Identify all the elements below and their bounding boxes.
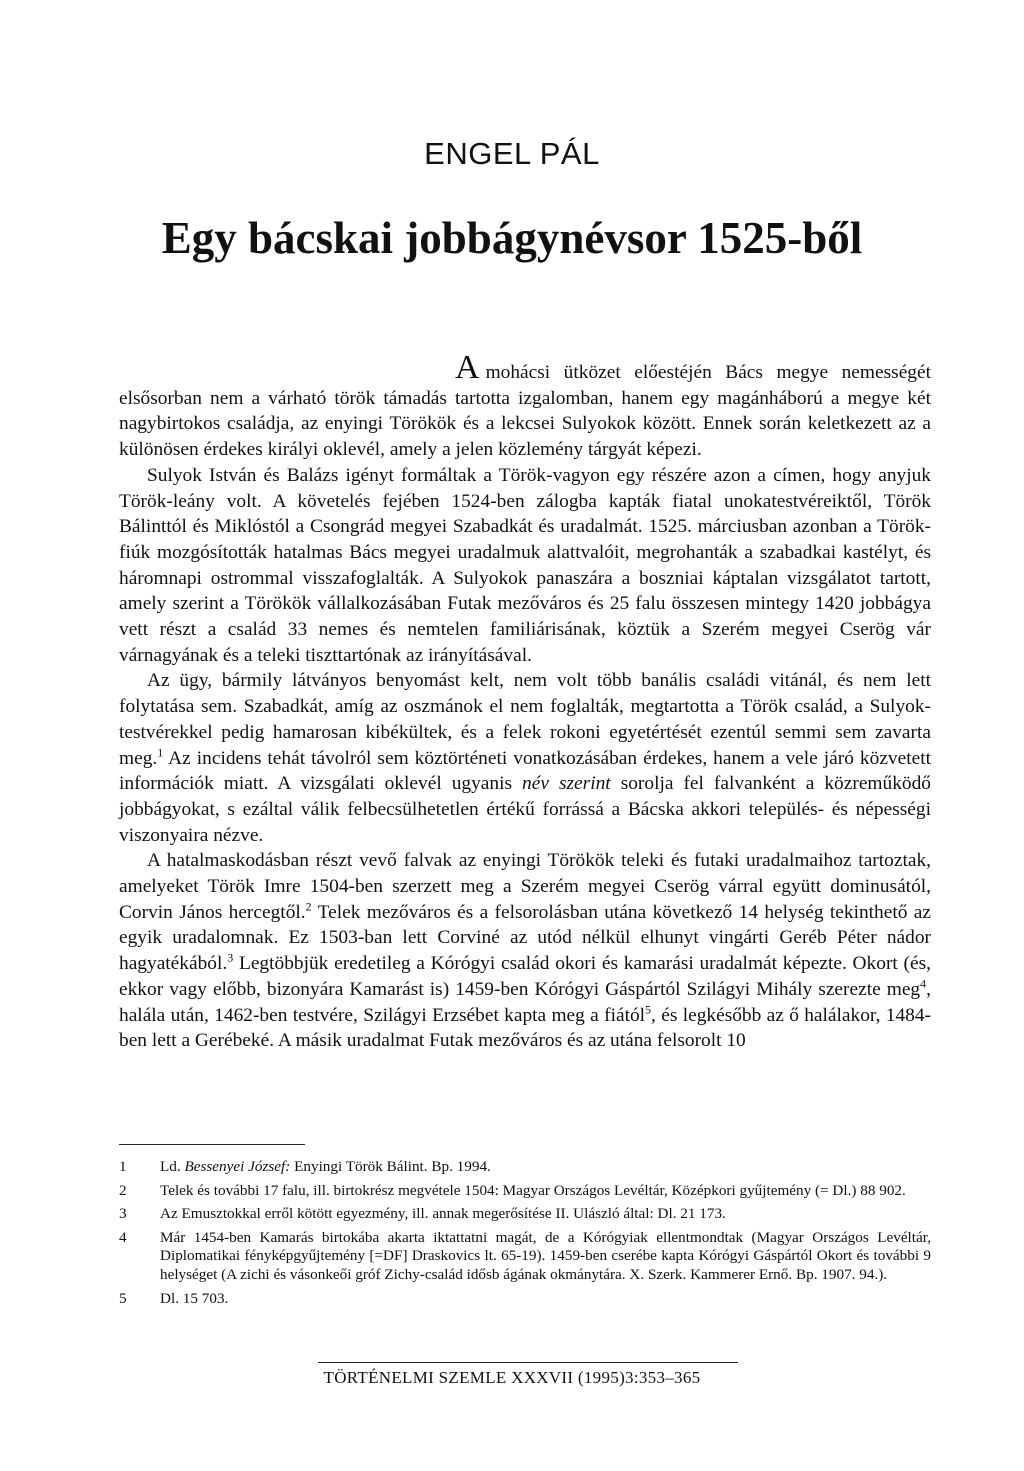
footnote-4	[119, 1229, 931, 1285]
journal-citation: TÖRTÉNELMI SZEMLE XXXVII (1995)3:353–365	[323, 1368, 701, 1387]
paragraph-4-text-e: , és legkésőbb az ő halálakor, 1484-ben lett a Gerébeké. A másik uradalmat Futak mezőváros és az utána felsorolt 10	[119, 1004, 931, 1052]
paragraph-1-text: mohácsi ütközet előestéjén Bács megye nemességét elsősorban nem a várható török támadás tartotta izgalomban, hanem egy magánháború a megye két nagybirtokos családja, az enyingi Törökök és a lekcsei Sulyokok között. Ennek során keletkezett az a különösen érdekes királyi oklevél, amely a jelen közlemény tárgyát képezi.	[119, 362, 931, 461]
paragraph-3-text-b: Az incidens tehát távolról sem köztörténeti vonatkozásában érdekes, hanem a vele járó közvetett információk miatt. A vizsgálati oklevél ugyanis	[119, 747, 931, 795]
article-body	[119, 349, 931, 1054]
footnote-number: 2	[119, 1181, 127, 1199]
footnote-ref-1[interactable]: 1	[157, 745, 164, 760]
paragraph-4-text-c: Legtöbbjük eredetileg a Kórógyi család okori és kamarási uradalmát képezte. Okort (és, ekkor vagy előbb, bizonyára Kamarást is) 1459-ben Kórógyi Gáspártól Szilágyi Mihály szerezte meg	[119, 953, 931, 1000]
paragraph-4-text-d: , halála után, 1462-ben testvére, Szilágyi Erzsébet kapta meg a fiától	[119, 978, 931, 1026]
footnote-text: Telek és további 17 falu, ill. birtokrész megvétele 1504: Magyar Országos Levéltár, Középkori gyűjtemény (= Dl.) 88 902.	[160, 1181, 906, 1199]
footnote-number: 3	[119, 1205, 127, 1223]
footnote-text: Enyingi Török Bálint. Bp. 1994.	[290, 1158, 491, 1175]
paragraph-3	[119, 668, 931, 848]
footnote-ref-3[interactable]: 3	[227, 950, 234, 965]
paragraph-3-text-c: sorolja fel falvanként a közreműködő jobbágyokat, s ezáltal válik felbecsülhetetlen értékű forrássá a Bácska akkori település- és népességi viszonyaira nézve.	[119, 773, 931, 846]
emphasis-nev-szerint: név szerint	[522, 773, 611, 795]
journal-divider	[318, 1362, 738, 1363]
footnote-author: Bessenyei József:	[184, 1158, 291, 1175]
footnote-number: 1	[119, 1158, 127, 1175]
footnotes	[119, 1158, 931, 1313]
footnote-prefix: Ld.	[160, 1158, 185, 1175]
footnote-ref-5[interactable]: 5	[645, 1002, 652, 1017]
footnote-divider	[119, 1144, 305, 1145]
footnote-text: Az Emusztokkal erről kötött egyezmény, ill. annak megerősítése II. Ulászló által: Dl. 21 173.	[160, 1205, 726, 1223]
paragraph-4	[119, 848, 931, 1054]
paragraph-2: Sulyok István és Balázs igényt formáltak a Török-vagyon egy részére azon a címen, hogy anyjuk Török-leány volt. A követelés fejében 1524-ben zálogba kapták fiatal unokatestvéreiktől, Török Bálinttól és Miklóstól a Csongrád megyei Szabadkát és uradalmát. 1525. márciusban azonban a Török-fiúk mozgósították hatalmas Bács megyei uradalmuk alattvalóit, megrohanták a szabadkai kastélyt, és háromnapi ostrommal visszafoglalták. A Sulyokok panaszára a boszniai káptalan vizsgálatot tartott, amely szerint a Törökök vállalkozásában Futak mezőváros és 25 falu összesen mintegy 1420 jobbágya vett részt a család 33 nemes és nemtelen familiárisának, köztük a Szerém megyei Cserög vár várnagyának és a teleki tiszttartónak az irányításával.	[119, 464, 931, 666]
drop-cap: A	[455, 349, 480, 386]
footnote-ref-2[interactable]: 2	[305, 899, 312, 914]
paragraph-1	[119, 349, 931, 463]
footnote-2	[119, 1182, 931, 1201]
footnote-text: Már 1454-ben Kamarás birtokába akarta iktattatni magát, de a Kórógyiak ellentmondtak (Magyar Országos Levéltár, Diplomatikai fényképgyűjtemény [=DF] Draskovics lt. 65-19). 1459-ben cserébe kapta Kórógyi Gáspártól Okort és további 9 helységet (A zichi és vásonkeői gróf Zichy-család idősb ágának okmánytára. X. Szerk. Kammerer Ernő. Bp. 1907. 94.).	[160, 1228, 931, 1283]
article-title: Egy bácskai jobbágynévsor 1525-ből	[161, 213, 863, 263]
footnote-ref-4[interactable]: 4	[920, 976, 927, 991]
paragraph-4-text-a: A hatalmaskodásban részt vevő falvak az enyingi Törökök teleki és futaki uradalmaihoz tartoztak, amelyeket Török Imre 1504-ben szerzett meg a Szerém megyei Cserög várral együtt dominusától, Corvin János hercegtől.	[119, 850, 931, 923]
footnote-1	[119, 1158, 931, 1177]
paragraph-3-text-a: Az ügy, bármily látványos benyomást kelt, nem volt több banális családi vitánál, és nem lett folytatása sem. Szabadkát, amíg az oszmánok el nem foglalták, megtartotta a Török család, a Sulyok-testvérekkel pedig hamarosan kibékültek, és a felek rokoni egyetértését ezentúl semmi sem zavarta meg.	[119, 670, 931, 769]
footnote-text: Dl. 15 703.	[160, 1289, 229, 1307]
footnote-number: 5	[119, 1289, 127, 1307]
footnote-number: 4	[119, 1228, 127, 1246]
footnote-3	[119, 1205, 931, 1224]
footnote-5	[119, 1290, 931, 1309]
paragraph-4-text-b: Telek mezőváros és a felsorolásban utána következő 14 helység tekinthető az egyik uradalomnak. Ez 1503-ban lett Corviné az utód nélkül elhunyt vingárti Geréb Péter nádor hagyatékából.	[119, 901, 931, 975]
author-name: ENGEL PÁL	[424, 136, 600, 171]
